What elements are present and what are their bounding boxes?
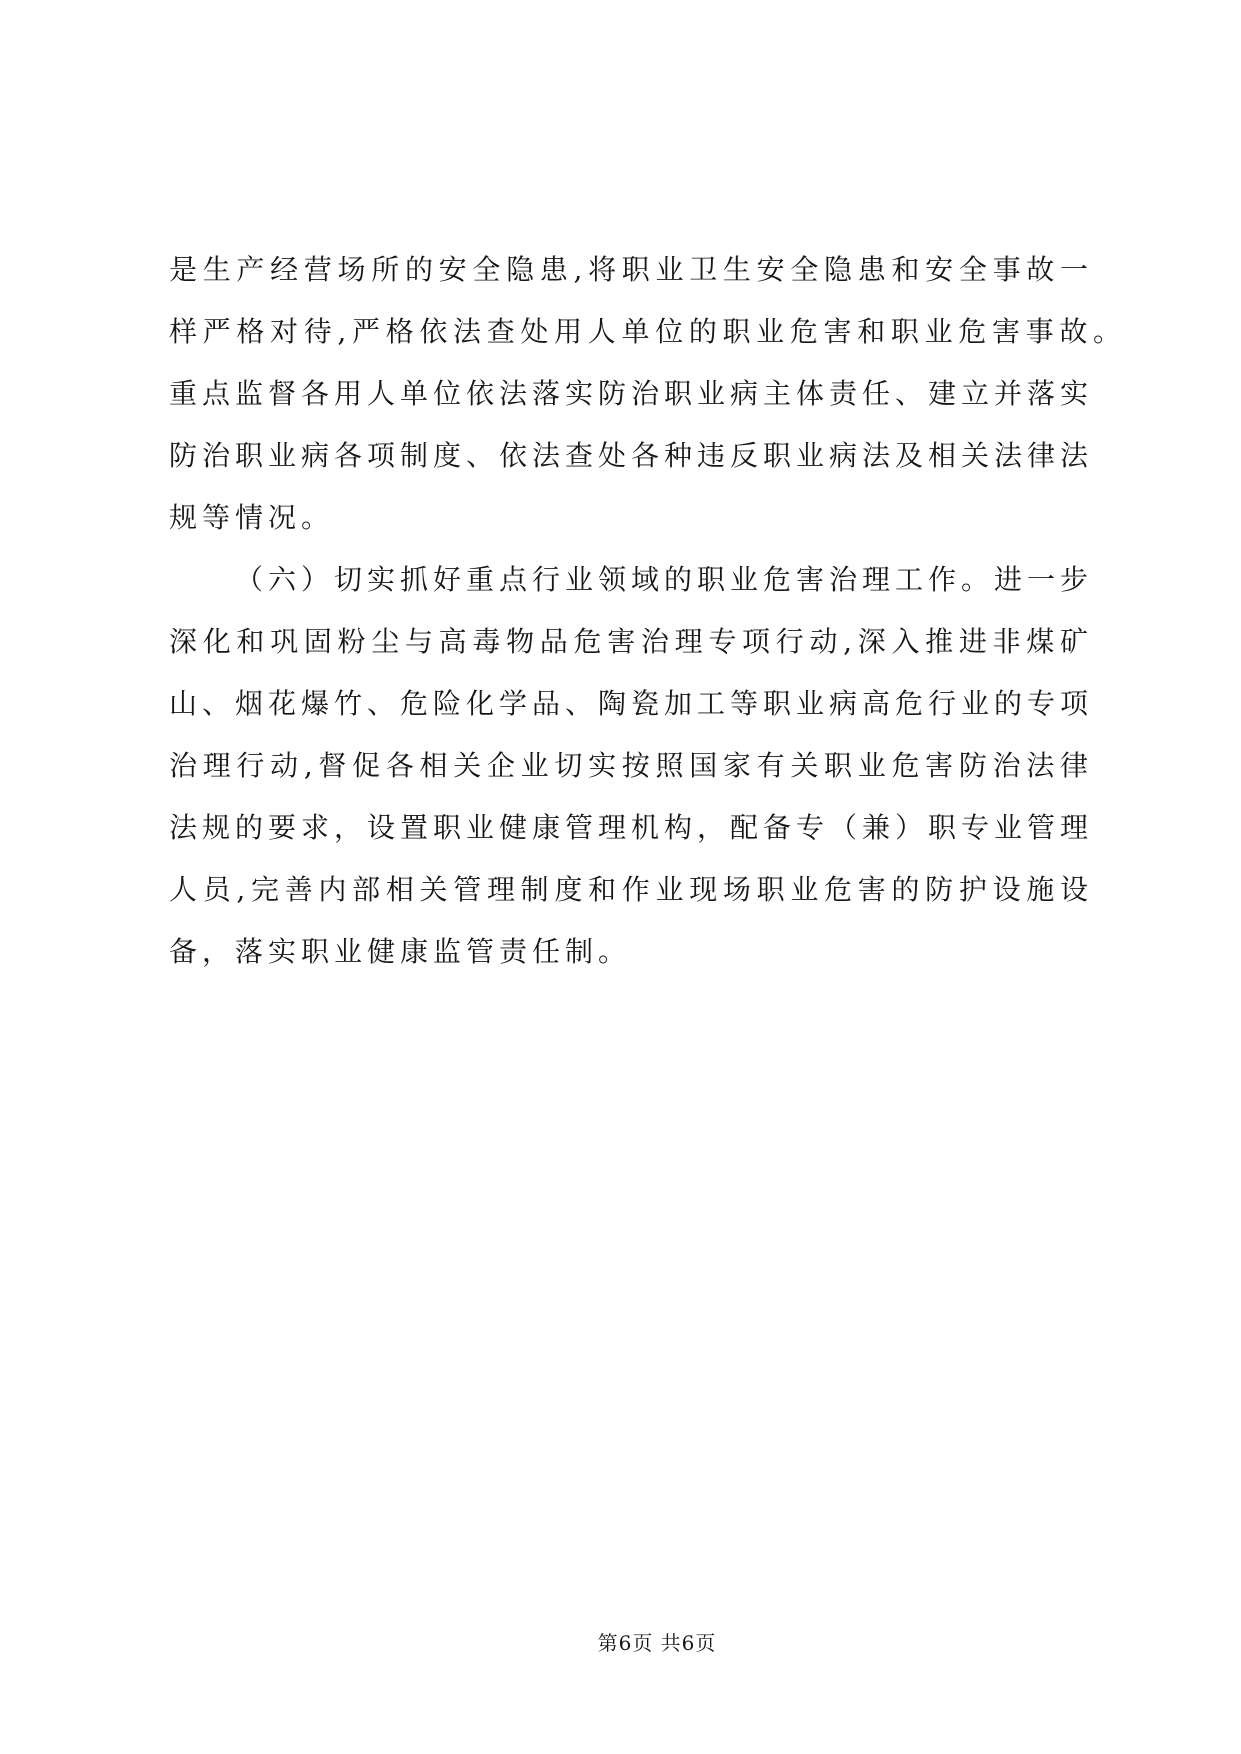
page-number-label: 第6页 共6页: [597, 1631, 717, 1655]
text-line: 深化和巩固粉尘与高毒物品危害治理专项行动,深入推进非煤矿: [169, 625, 1088, 658]
text-line: 山、烟花爆竹、危险化学品、陶瓷加工等职业病高危行业的专项: [169, 687, 1088, 720]
text-line: （六）切实抓好重点行业领域的职业危害治理工作。进一步: [235, 563, 1088, 596]
paragraph: [169, 549, 1088, 983]
text-line: 重点监督各用人单位依法落实防治职业病主体责任、建立并落实: [169, 377, 1088, 410]
text-line: 样严格对待,严格依法查处用人单位的职业危害和职业危害事故。: [169, 315, 1121, 348]
text-line: 人员,完善内部相关管理制度和作业现场职业危害的防护设施设: [169, 873, 1088, 906]
text-line: 是生产经营场所的安全隐患,将职业卫生安全隐患和安全事故一: [169, 253, 1088, 286]
text-line: 防治职业病各项制度、依法查处各种违反职业病法及相关法律法: [169, 439, 1088, 472]
text-line: 规等情况。: [169, 501, 335, 534]
text-line: 法规的要求，设置职业健康管理机构，配备专（兼）职专业管理: [169, 811, 1088, 844]
paragraph: [169, 239, 1121, 549]
text-line: 治理行动,督促各相关企业切实按照国家有关职业危害防治法律: [169, 749, 1088, 782]
text-line: 备，落实职业健康监管责任制。: [169, 935, 632, 968]
page-footer: [577, 1631, 737, 1655]
document-body: [169, 239, 1121, 983]
